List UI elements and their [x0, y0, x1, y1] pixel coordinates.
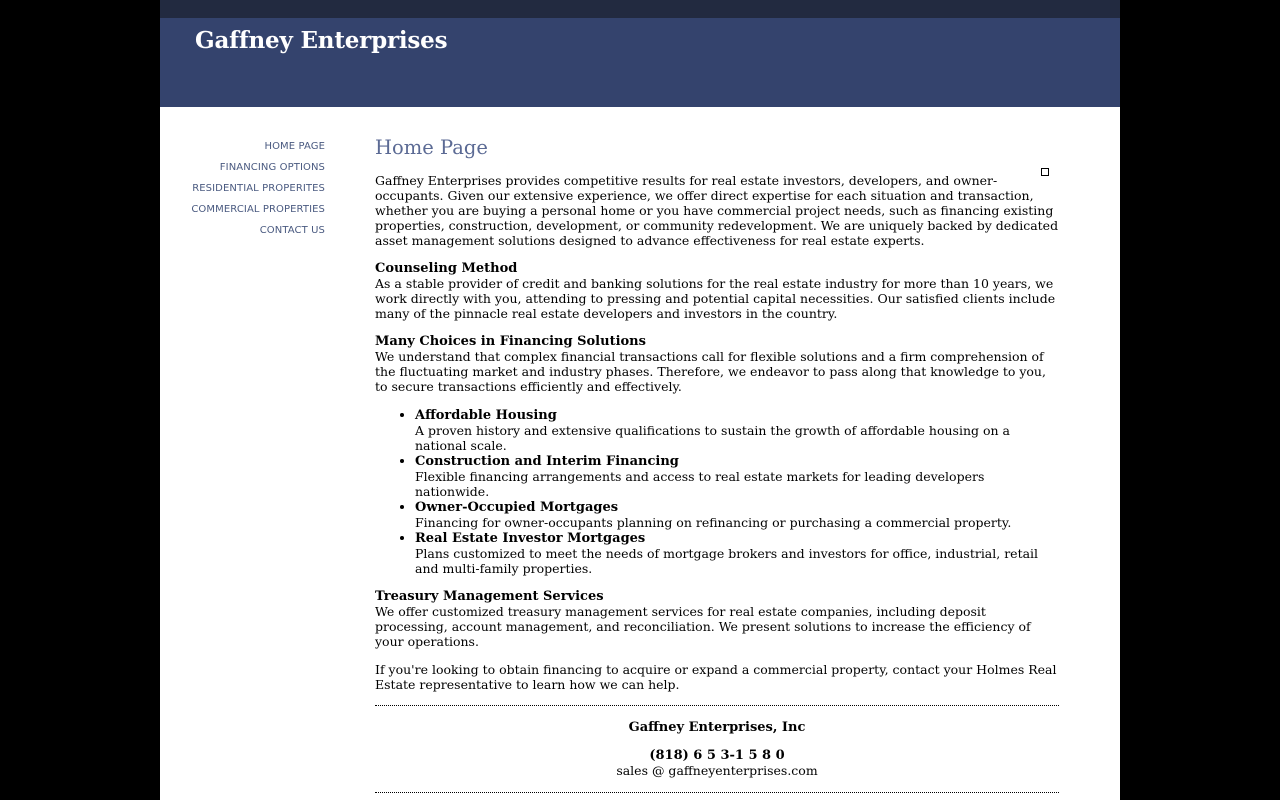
intro-paragraph: Gaffney Enterprises provides competitive results for real estate investors, developers, and owner-occupants. Given our extensive experience, we offer direct expertise for each situation and transaction, whether you are buying a personal home or you have commercial project needs, such as financing existing properties, construction, development, or community redevelopment. We are uniquely backed by dedicated asset management solutions designed to advance effectiveness for real estate experts. [375, 173, 1059, 248]
footer [375, 706, 1059, 792]
section-body-counseling: As a stable provider of credit and banking solutions for the real estate industry for more than 10 years, we work directly with you, attending to pressing and potential capital necessities. Our satisfied clients include many of the pinnacle real estate developers and investors in the country. [375, 276, 1056, 321]
nav-item-contact-us[interactable]: CONTACT US [259, 225, 325, 236]
footer-phone: (818) 6 5 3-1 5 8 0 [649, 748, 785, 763]
section-heading-counseling: Counseling Method [375, 261, 518, 276]
financing-list [375, 407, 1059, 576]
site-header [160, 18, 1120, 107]
list-item [415, 453, 1059, 499]
list-item-desc: Flexible financing arrangements and access to real estate markets for leading developers nationwide. [415, 469, 985, 499]
list-item-desc: A proven history and extensive qualifications to sustain the growth of affordable housing on a national scale. [415, 423, 1010, 453]
main-nav [160, 135, 325, 240]
closing-paragraph: If you're looking to obtain financing to acquire or expand a commercial property, contact your Holmes Real Estate representative to learn how we can help. [375, 662, 1057, 692]
list-item [415, 407, 1059, 453]
footer-divider-bottom [375, 792, 1059, 793]
nav-item-home-page[interactable]: HOME PAGE [264, 141, 325, 152]
main-content [375, 133, 1059, 793]
nav-item-commercial-properties[interactable]: COMMERCIAL PROPERTIES [191, 204, 325, 215]
page-container [160, 0, 1120, 800]
site-title[interactable]: Gaffney Enterprises [195, 27, 448, 54]
list-item-desc: Financing for owner-occupants planning on refinancing or purchasing a commercial property. [415, 515, 1012, 530]
section-body-treasury: We offer customized treasury management services for real estate companies, including deposit processing, account management, and reconciliation. We present solutions to increase the efficiency of your operations. [375, 604, 1031, 649]
section-body-financing-choices: We understand that complex financial transactions call for flexible solutions and a firm comprehension of the fluctuating market and industry phases. Therefore, we endeavor to pass along that knowledge to you, to secure transactions efficiently and effectively. [375, 349, 1046, 394]
list-item-title: Owner-Occupied Mortgages [415, 500, 619, 515]
list-item-title: Real Estate Investor Mortgages [415, 531, 646, 546]
section-heading-financing-choices: Many Choices in Financing Solutions [375, 334, 646, 349]
nav-item-financing-options[interactable]: FINANCING OPTIONS [219, 162, 325, 173]
list-item-title: Construction and Interim Financing [415, 454, 679, 469]
list-item [415, 499, 1059, 530]
footer-email: sales @ gaffneyenterprises.com [616, 763, 818, 778]
nav-item-residential-properites[interactable]: RESIDENTIAL PROPERITES [192, 183, 325, 194]
footer-company-name: Gaffney Enterprises, Inc [628, 720, 806, 735]
list-item-title: Affordable Housing [415, 408, 557, 423]
top-strip [160, 0, 1120, 18]
list-item [415, 530, 1059, 576]
list-item-desc: Plans customized to meet the needs of mortgage brokers and investors for office, industrial, retail and multi-family properties. [415, 546, 1039, 576]
page-title: Home Page [375, 136, 488, 159]
section-heading-treasury: Treasury Management Services [375, 589, 604, 604]
